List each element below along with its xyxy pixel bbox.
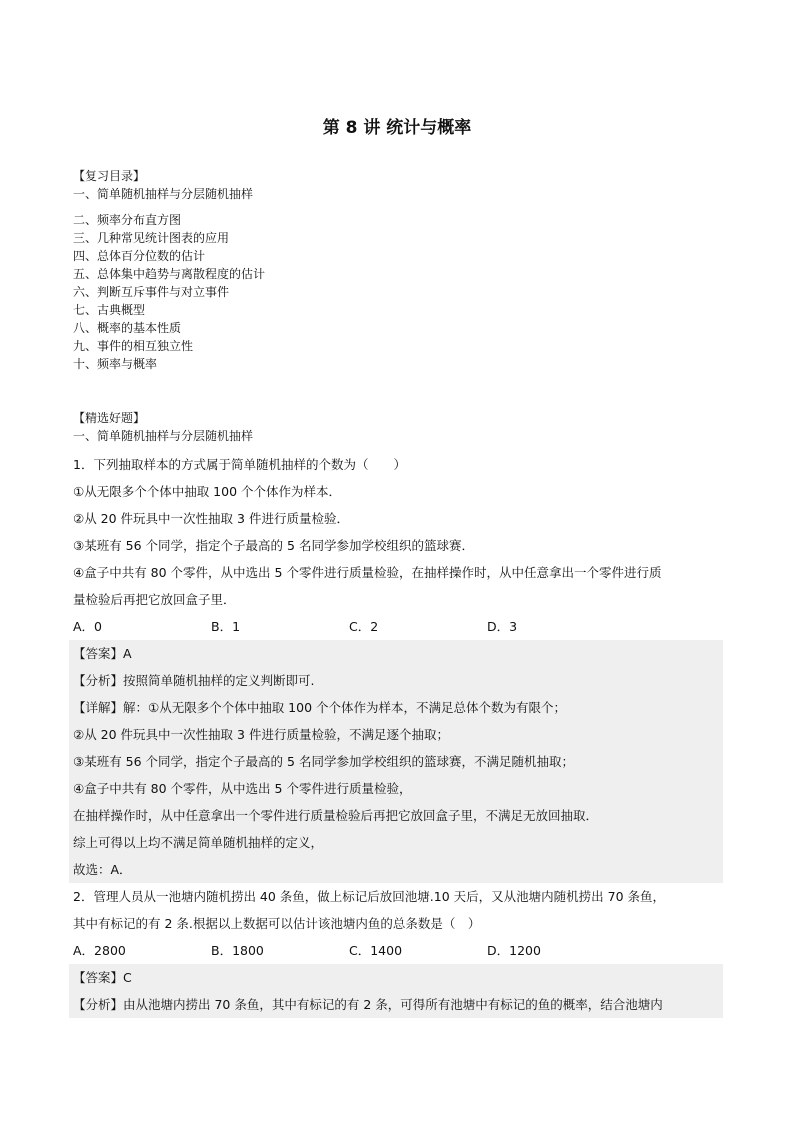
option-b: B．1800 [211,943,264,958]
q2-answer: 【答案】C [73,970,132,985]
page-title: 第 8 讲 统计与概率 [322,118,472,138]
picks-header [73,409,253,445]
q1-item: ④盒子中共有 80 个零件，从中选出 5 个零件进行质量检验，在抽样操作时，从中任意拿出一个零件进行质 [73,565,662,580]
q1-stem: 1．下列抽取样本的方式属于简单随机抽样的个数为（ ） [73,457,406,472]
review-item: 八、概率的基本性质 [73,321,182,335]
q1-item: 量检验后再把它放回盒子里． [73,592,236,607]
option-a: A．2800 [73,943,126,958]
review-item: 十、频率与概率 [73,357,158,371]
picks-heading: 【精选好题】 [73,411,146,425]
review-item: 二、频率分布直方图 [73,213,182,227]
option-c: C．2 [349,619,379,634]
review-heading: 【复习目录】 [73,169,146,183]
q1-detail: ③某班有 56 个同学，指定个子最高的 5 名同学参加学校组织的篮球赛，不满足随机抽取； [73,754,574,769]
review-item: 九、事件的相互独立性 [73,339,194,353]
q1-detail: 在抽样操作时，从中任意拿出一个零件进行质量检验后再把它放回盒子里，不满足无放回抽取． [73,808,599,823]
questions [73,451,723,1018]
q1-detail: 【详解】解：①从无限多个个体中抽取 100 个个体作为样本，不满足总体个数为有限个； [73,700,567,715]
review-outline [73,167,265,373]
q1-detail: ④盒子中共有 80 个零件，从中选出 5 个零件进行质量检验， [73,781,412,796]
q2-stem: 其中有标记的有 2 条.根据以上数据可以估计该池塘内鱼的总条数是（ ） [73,916,481,931]
q1-detail: ②从 20 件玩具中一次性抽取 3 件进行质量检验，不满足逐个抽取； [73,727,449,742]
q2-solution [69,964,723,1018]
review-item: 六、判断互斥事件与对立事件 [73,285,230,299]
q1-detail: 故选：A． [73,862,132,877]
q1-analysis: 【分析】按照简单随机抽样的定义判断即可. [73,673,315,688]
q2-options [73,937,723,964]
review-item: 一、简单随机抽样与分层随机抽样 [73,187,254,201]
q2-analysis: 【分析】由从池塘内捞出 70 条鱼，其中有标记的有 2 条，可得所有池塘中有标记的鱼的概率，结合池塘内 [73,997,663,1012]
review-item: 五、总体集中趋势与离散程度的估计 [73,267,266,281]
review-item: 三、几种常见统计图表的应用 [73,231,230,245]
section-title: 一、简单随机抽样与分层随机抽样 [73,429,254,443]
q1-options [73,613,723,640]
q1-item: ①从无限多个个体中抽取 100 个个体作为样本． [73,484,342,499]
option-d: D．1200 [487,943,541,958]
review-item: 四、总体百分位数的估计 [73,249,206,263]
option-c: C．1400 [349,943,403,958]
q1-detail: 综上可得以上均不满足简单随机抽样的定义， [73,835,324,850]
q1-solution [69,640,723,883]
q1-answer: 【答案】A [73,646,132,661]
option-a: A．0 [73,619,103,634]
option-b: B．1 [211,619,241,634]
q1-item: ②从 20 件玩具中一次性抽取 3 件进行质量检验． [73,511,349,526]
q1-item: ③某班有 56 个同学，指定个子最高的 5 名同学参加学校组织的篮球赛． [73,538,474,553]
q2-stem: 2．管理人员从一池塘内随机捞出 40 条鱼，做上标记后放回池塘.10 天后，又从池塘内随机捞出 70 条鱼， [73,889,666,904]
option-d: D．3 [487,619,518,634]
review-item: 七、古典概型 [73,303,146,317]
